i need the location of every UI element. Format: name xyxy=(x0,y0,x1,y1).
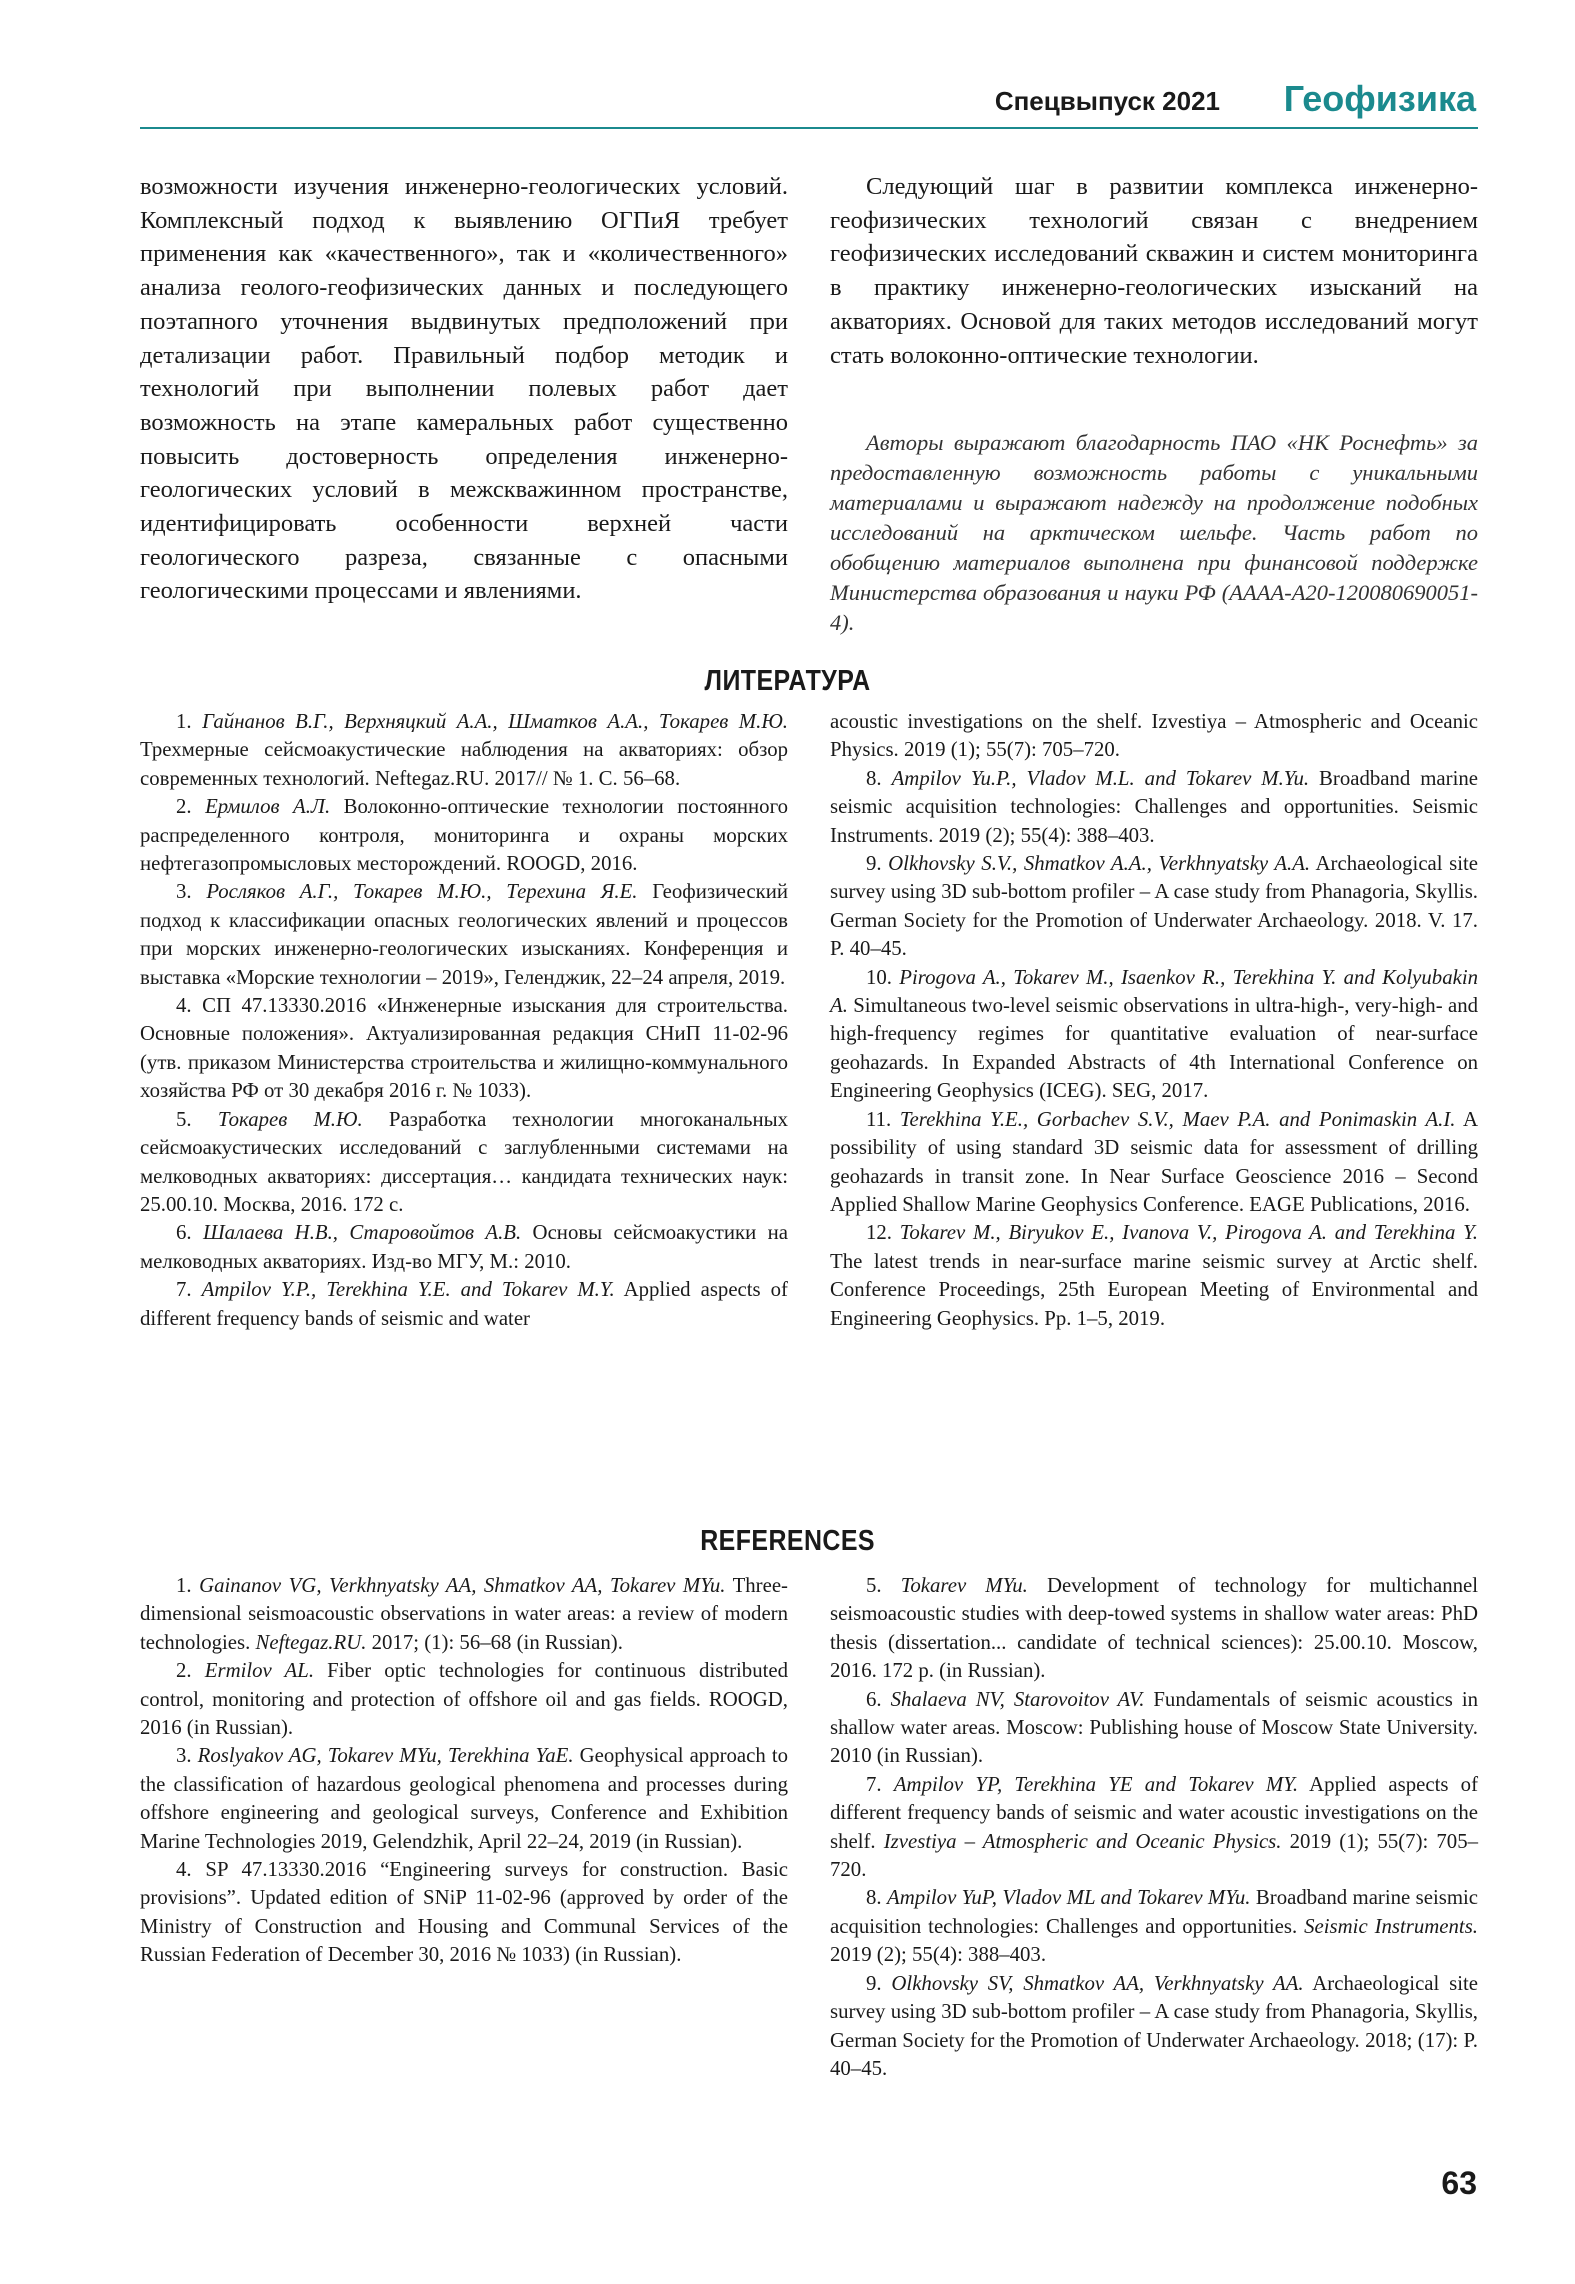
reference-authors: Ampilov YP, Terekhina YE and Tokarev MY. xyxy=(893,1772,1299,1796)
reference-source: Neftegaz.RU. xyxy=(255,1630,367,1654)
literatura-list-right xyxy=(830,708,1478,1333)
reference-authors: Токарев М.Ю. xyxy=(217,1107,363,1131)
reference-text: СП 47.13330.2016 «Инженерные изыскания для строительства. Основные положения». Актуализированная редакция СНиП 11-02-96 (утв. приказом Министерства строительства и жилищно-коммунального хозяйства РФ от 30 декабря 2016 г. № 1033). xyxy=(140,994,788,1103)
reference-text: Геофизический подход к классификации опасных геологических явлений и процессов при морских инженерно-геологических изысканиях. Конференция и выставка «Морские технологии – 2019», Геленджик, 22–24 апреля, 2019. xyxy=(140,880,789,989)
reference-text: The latest trends in near-surface marine seismic survey at Arctic shelf. Conference Proceedings, 25th European Meeting of Environmental and Engineering Geophysics. Pp. 1–5, 2019. xyxy=(830,1249,1478,1330)
reference-entry xyxy=(140,1276,788,1333)
reference-entry xyxy=(140,1742,788,1856)
reference-text: acoustic investigations on the shelf. Izvestiya – Atmospheric and Oceanic Physics. 2019 (1); 55(7): 705–720. xyxy=(830,710,1478,762)
reference-authors: Tokarev M., Biryukov E., Ivanova V., Pirogova A. and Terekhina Y. xyxy=(899,1221,1478,1245)
reference-entry xyxy=(830,1970,1478,2084)
reference-text: Трехмерные сейсмоакустические наблюдения на акваториях: обзор современных технологий. Neftegaz.RU. 2017// № 1. С. 56–68. xyxy=(140,738,788,790)
issue-label: Спецвыпуск 2021 xyxy=(994,86,1220,116)
reference-authors: Ampilov Y.P., Terekhina Y.E. and Tokarev M.Y. xyxy=(201,1278,615,1302)
reference-number: 12. xyxy=(866,1221,892,1245)
reference-entry xyxy=(830,765,1478,850)
reference-entry xyxy=(830,1771,1478,1885)
reference-authors: Roslyakov AG, Tokarev MYu, Terekhina YaE. xyxy=(197,1744,574,1768)
reference-source: Izvestiya – Atmospheric and Oceanic Physics. xyxy=(883,1829,1282,1853)
reference-authors: Росляков А.Г., Токарев М.Ю., Терехина Я.Е. xyxy=(206,880,638,904)
reference-number: 4. xyxy=(176,1858,192,1882)
reference-number: 11. xyxy=(866,1107,892,1131)
reference-tail: 2017; (1): 56–68 (in Russian). xyxy=(366,1630,623,1654)
references-heading: REFERENCES xyxy=(700,1525,875,1557)
reference-authors: Gainanov VG, Verkhnyatsky AA, Shmatkov AA, Tokarev MYu. xyxy=(199,1574,726,1597)
reference-number: 1. xyxy=(176,1574,192,1597)
reference-authors: Shalaeva NV, Starovoitov AV. xyxy=(890,1687,1145,1711)
reference-number: 5. xyxy=(866,1574,882,1597)
reference-authors: Ermilov AL. xyxy=(204,1659,315,1683)
reference-number: 7. xyxy=(866,1772,882,1796)
literatura-list-left xyxy=(140,708,788,1333)
reference-number: 9. xyxy=(866,1971,882,1995)
reference-entry xyxy=(140,1572,788,1657)
body-paragraph-right: Следующий шаг в развитии комплекса инженерно-геофизических технологий связан с внедрением геофизических исследований скважин и систем мониторинга в практику инженерно-геологических изысканий на акваториях. Основой для таких методов исследований могут стать волоконно-оптические технологии. xyxy=(830,173,1478,369)
reference-authors: Olkhovsky S.V., Shmatkov A.A., Verkhnyatsky A.A. xyxy=(888,852,1311,876)
reference-number: 9. xyxy=(866,852,882,876)
reference-number: 5. xyxy=(176,1107,192,1131)
reference-text: Simultaneous two-level seismic observations in ultra-high-, very-high- and high-frequency regimes for quantitative evaluation of near-surface geohazards. In Expanded Abstracts of 4th International Conference on Engineering Geophysics (ICEG). SEG, 2017. xyxy=(830,994,1478,1103)
reference-text: Fundamentals of seismic acoustics in shallow water areas. Moscow: Publishing house of Moscow State University. 2010 (in Russian). xyxy=(830,1687,1478,1768)
reference-entry xyxy=(140,1657,788,1742)
reference-number: 6. xyxy=(866,1687,882,1711)
reference-entry xyxy=(830,1686,1478,1771)
reference-authors: Tokarev MYu. xyxy=(900,1574,1028,1597)
reference-text: Archaeological site survey using 3D sub-bottom profiler – A case study from Phanagoria, Skyllis. German Society for the Promotion of Underwater Archaeology. 2018. V. 17. P. 40–45. xyxy=(830,852,1478,961)
reference-entry xyxy=(830,1106,1478,1220)
reference-entry xyxy=(830,850,1478,964)
reference-entry xyxy=(140,992,788,1106)
reference-entry xyxy=(140,878,788,992)
reference-number: 10. xyxy=(866,965,892,989)
literatura-heading: ЛИТЕРАТУРА xyxy=(704,665,871,697)
reference-number: 1. xyxy=(176,710,192,733)
reference-entry xyxy=(830,1884,1478,1969)
reference-entry xyxy=(140,1856,788,1970)
reference-authors: Pirogova A., Tokarev M., Isaenkov R., Terekhina Y. and Kolyubakin A. xyxy=(830,965,1479,1018)
reference-authors: Terekhina Y.E., Gorbachev S.V., Maev P.A. and Ponimaskin A.I. xyxy=(899,1107,1456,1131)
reference-number: 3. xyxy=(176,1744,192,1768)
reference-entry xyxy=(830,1572,1478,1686)
references-list-right xyxy=(830,1572,1478,2083)
reference-text: Волоконно-оптические технологии постоянного распределенного контроля, мониторинга и охраны морских нефтегазопромысловых месторождений. ROOGD, 2016. xyxy=(140,795,788,876)
reference-text: Основы сейсмоакустики на мелководных акваториях. Изд-во МГУ, М.: 2010. xyxy=(140,1221,788,1273)
reference-entry xyxy=(140,1106,788,1220)
reference-text: Applied aspects of different frequency bands of seismic and water xyxy=(140,1278,788,1330)
reference-text: Archaeological site survey using 3D sub-bottom profiler – A case study from Phanagoria, Skyllis, German Society for the Promotion of Underwater Archaeology. 2018; (17): P. 40–45. xyxy=(830,1971,1478,2080)
reference-text: Development of technology for multichannel seismoacoustic studies with deep-towed systems in shallow water areas: PhD thesis (dissertation... candidate of technical sciences): 25.00.10. Moscow, 2016. 172 p. (in Russian). xyxy=(830,1574,1478,1683)
reference-entry xyxy=(830,964,1478,1106)
reference-entry xyxy=(140,708,788,793)
reference-text: Applied aspects of different frequency bands of seismic and water acoustic investigations on the shelf. xyxy=(830,1772,1478,1853)
reference-authors: Ampilov Yu.P., Vladov M.L. and Tokarev M.Yu. xyxy=(891,766,1310,790)
reference-tail: 2019 (1); 55(7): 705–720. xyxy=(830,1829,1478,1882)
reference-number: 2. xyxy=(176,1659,192,1683)
body-text-left xyxy=(140,170,788,608)
acknowledgment-text: Авторы выражают благодарность ПАО «НК Роснефть» за предоставленную возможность работы с уникальными материалами и выражают надежду на продолжение подобных исследований на арктическом шельфе. Часть работ по обобщению материалов выполнена при финансовой поддержке Министерства образования и науки РФ (АААА-А20-120080690051-4). xyxy=(830,430,1478,635)
reference-authors: Ampilov YuP, Vladov ML and Tokarev MYu. xyxy=(887,1886,1251,1910)
reference-authors: Olkhovsky SV, Shmatkov AA, Verkhnyatsky AA. xyxy=(891,1971,1304,1995)
reference-text: Разработка технологии многоканальных сейсмоакустических исследований с заглубленными системами на мелководных акваториях: диссертация… кандидата технических наук: 25.00.10. Москва, 2016. 172 с. xyxy=(140,1107,789,1216)
body-paragraph-left: возможности изучения инженерно-геологических условий. Комплексный подход к выявлению ОГПиЯ требует применения как «качественного», так и «количественного» анализа геолого-геофизических данных и последующего поэтапного уточнения выдвинутых предположений при детализации работ. Правильный подбор методик и технологий при выполнении полевых работ дает возможность на этапе камеральных работ существенно повысить достоверность определения инженерно-геологических условий в межскважинном пространстве, идентифицировать особенности верхней части геологического разреза, связанные с опасными геологическими процессами и явлениями. xyxy=(140,173,788,605)
reference-text: SP 47.13330.2016 “Engineering surveys for construction. Basic provisions”. Updated edition of SNiP 11-02-96 (approved by order of the Ministry of Construction and Housing and Communal Services of the Russian Federation of December 30, 2016 № 1033) (in Russian). xyxy=(140,1858,788,1967)
acknowledgment xyxy=(830,428,1478,638)
references-list-left xyxy=(140,1572,788,1970)
running-header xyxy=(140,76,1478,126)
reference-authors: Гайнанов В.Г., Верхняцкий А.А., Шматков А.А., Токарев М.Ю. xyxy=(202,710,788,733)
reference-source: Seismic Instruments. xyxy=(1304,1914,1478,1938)
reference-tail: 2019 (2); 55(4): 388–403. xyxy=(830,1943,1047,1967)
reference-text: A possibility of using standard 3D seismic data for assessment of drilling geohazards in transit zone. In Near Surface Geoscience 2016 – Second Applied Shallow Marine Geophysics Conference. EAGE Publications, 2016. xyxy=(830,1107,1478,1216)
reference-number: 6. xyxy=(176,1221,192,1245)
reference-authors: Ермилов А.Л. xyxy=(205,795,331,819)
journal-title: Геофизика xyxy=(1283,78,1476,119)
reference-entry xyxy=(830,1219,1478,1333)
reference-number: 4. xyxy=(176,994,192,1018)
reference-entry xyxy=(140,1219,788,1276)
reference-text: Broadband marine seismic acquisition technologies: Challenges and opportunities. xyxy=(830,1886,1479,1938)
reference-number: 7. xyxy=(176,1278,192,1302)
reference-text: Broadband marine seismic acquisition technologies: Challenges and opportunities. Seismic Instruments. 2019 (2); 55(4): 388–403. xyxy=(830,766,1478,847)
reference-authors: Шалаева Н.В., Старовойтов А.В. xyxy=(202,1221,522,1245)
reference-number: 3. xyxy=(176,880,192,904)
reference-number: 2. xyxy=(176,795,192,819)
reference-entry xyxy=(140,793,788,878)
reference-text: Geophysical approach to the classification of hazardous geological phenomena and processes during offshore engineering and geological surveys, Conference and Exhibition Marine Technologies 2019, Gelendzhik, April 22–24, 2019 (in Russian). xyxy=(140,1744,788,1853)
reference-number: 8. xyxy=(866,766,882,790)
reference-text: Fiber optic technologies for continuous distributed control, monitoring and protection of offshore oil and gas fields. ROOGD, 2016 (in Russian). xyxy=(140,1659,788,1740)
page-number: 63 xyxy=(1441,2165,1477,2201)
reference-entry xyxy=(830,708,1478,765)
reference-text: Three-dimensional seismoacoustic observations in water areas: a review of modern technologies. xyxy=(140,1574,788,1654)
header-rule xyxy=(140,127,1478,129)
body-text-right xyxy=(830,170,1478,372)
reference-number: 8. xyxy=(866,1886,882,1910)
